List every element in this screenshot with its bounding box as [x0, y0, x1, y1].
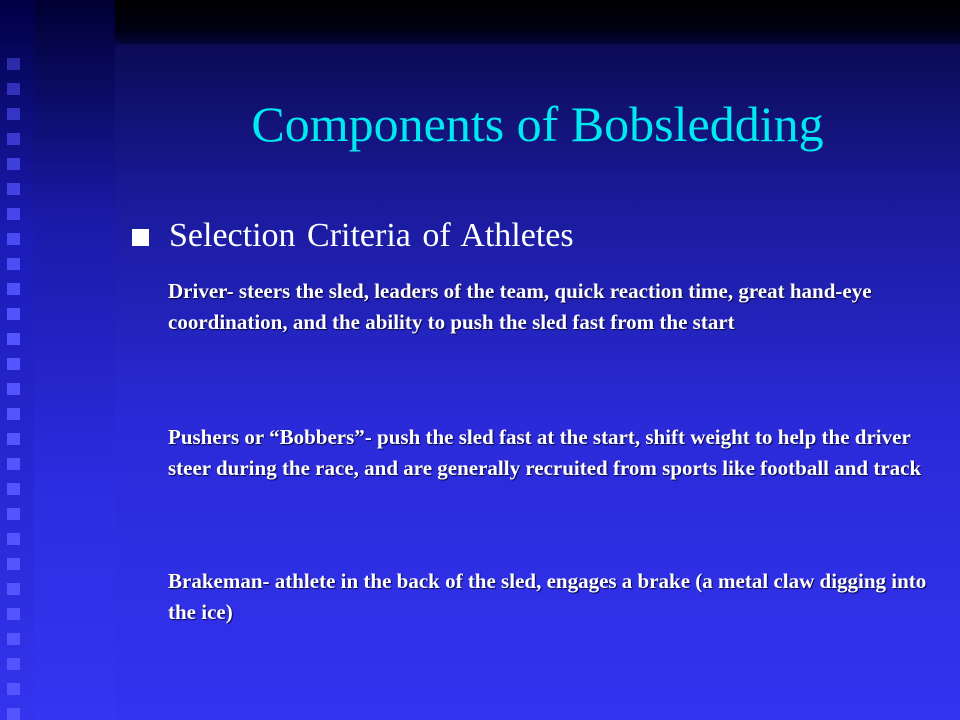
decorative-square	[7, 333, 20, 345]
decorative-square	[7, 408, 20, 420]
decorative-square	[7, 208, 20, 220]
decorative-square	[7, 283, 20, 295]
decorative-square	[7, 458, 20, 470]
decorative-square	[7, 433, 20, 445]
pushers-description: Pushers or “Bobbers”- push the sled fast at the start, shift weight to help the driver steer during the race, and are generally recruited from sports like football and track	[168, 425, 922, 480]
decorative-square	[7, 633, 20, 645]
brakeman-description: Brakeman- athlete in the back of the sled, engages a brake (a metal claw digging into the ice)	[168, 569, 927, 624]
decorative-square	[7, 133, 20, 145]
decorative-square	[7, 233, 20, 245]
decorative-square	[7, 558, 20, 570]
decorative-square	[7, 83, 20, 95]
top-dark-bar	[115, 0, 960, 44]
slide-title: Components of Bobsledding	[251, 96, 824, 152]
decorative-square	[7, 58, 20, 70]
decorative-square	[7, 108, 20, 120]
decorative-square	[7, 508, 20, 520]
bullet-heading: Selection Criteria of Athletes	[169, 217, 574, 254]
decorative-square	[7, 483, 20, 495]
decorative-square	[7, 258, 20, 270]
left-decorative-band	[0, 0, 115, 720]
decorative-square	[7, 183, 20, 195]
square-bullet-icon	[132, 229, 149, 246]
decorative-square	[7, 158, 20, 170]
decorative-square	[7, 533, 20, 545]
decorative-square	[7, 358, 20, 370]
decorative-square	[7, 308, 20, 320]
decorative-square	[7, 658, 20, 670]
decorative-square	[7, 683, 20, 695]
driver-description: Driver- steers the sled, leaders of the team, quick reaction time, great hand-eye coordination, and the ability to push the sled fast from the start	[168, 279, 872, 334]
decorative-square	[7, 708, 20, 720]
decorative-square	[7, 383, 20, 395]
decorative-square	[7, 608, 20, 620]
decorative-square	[7, 583, 20, 595]
